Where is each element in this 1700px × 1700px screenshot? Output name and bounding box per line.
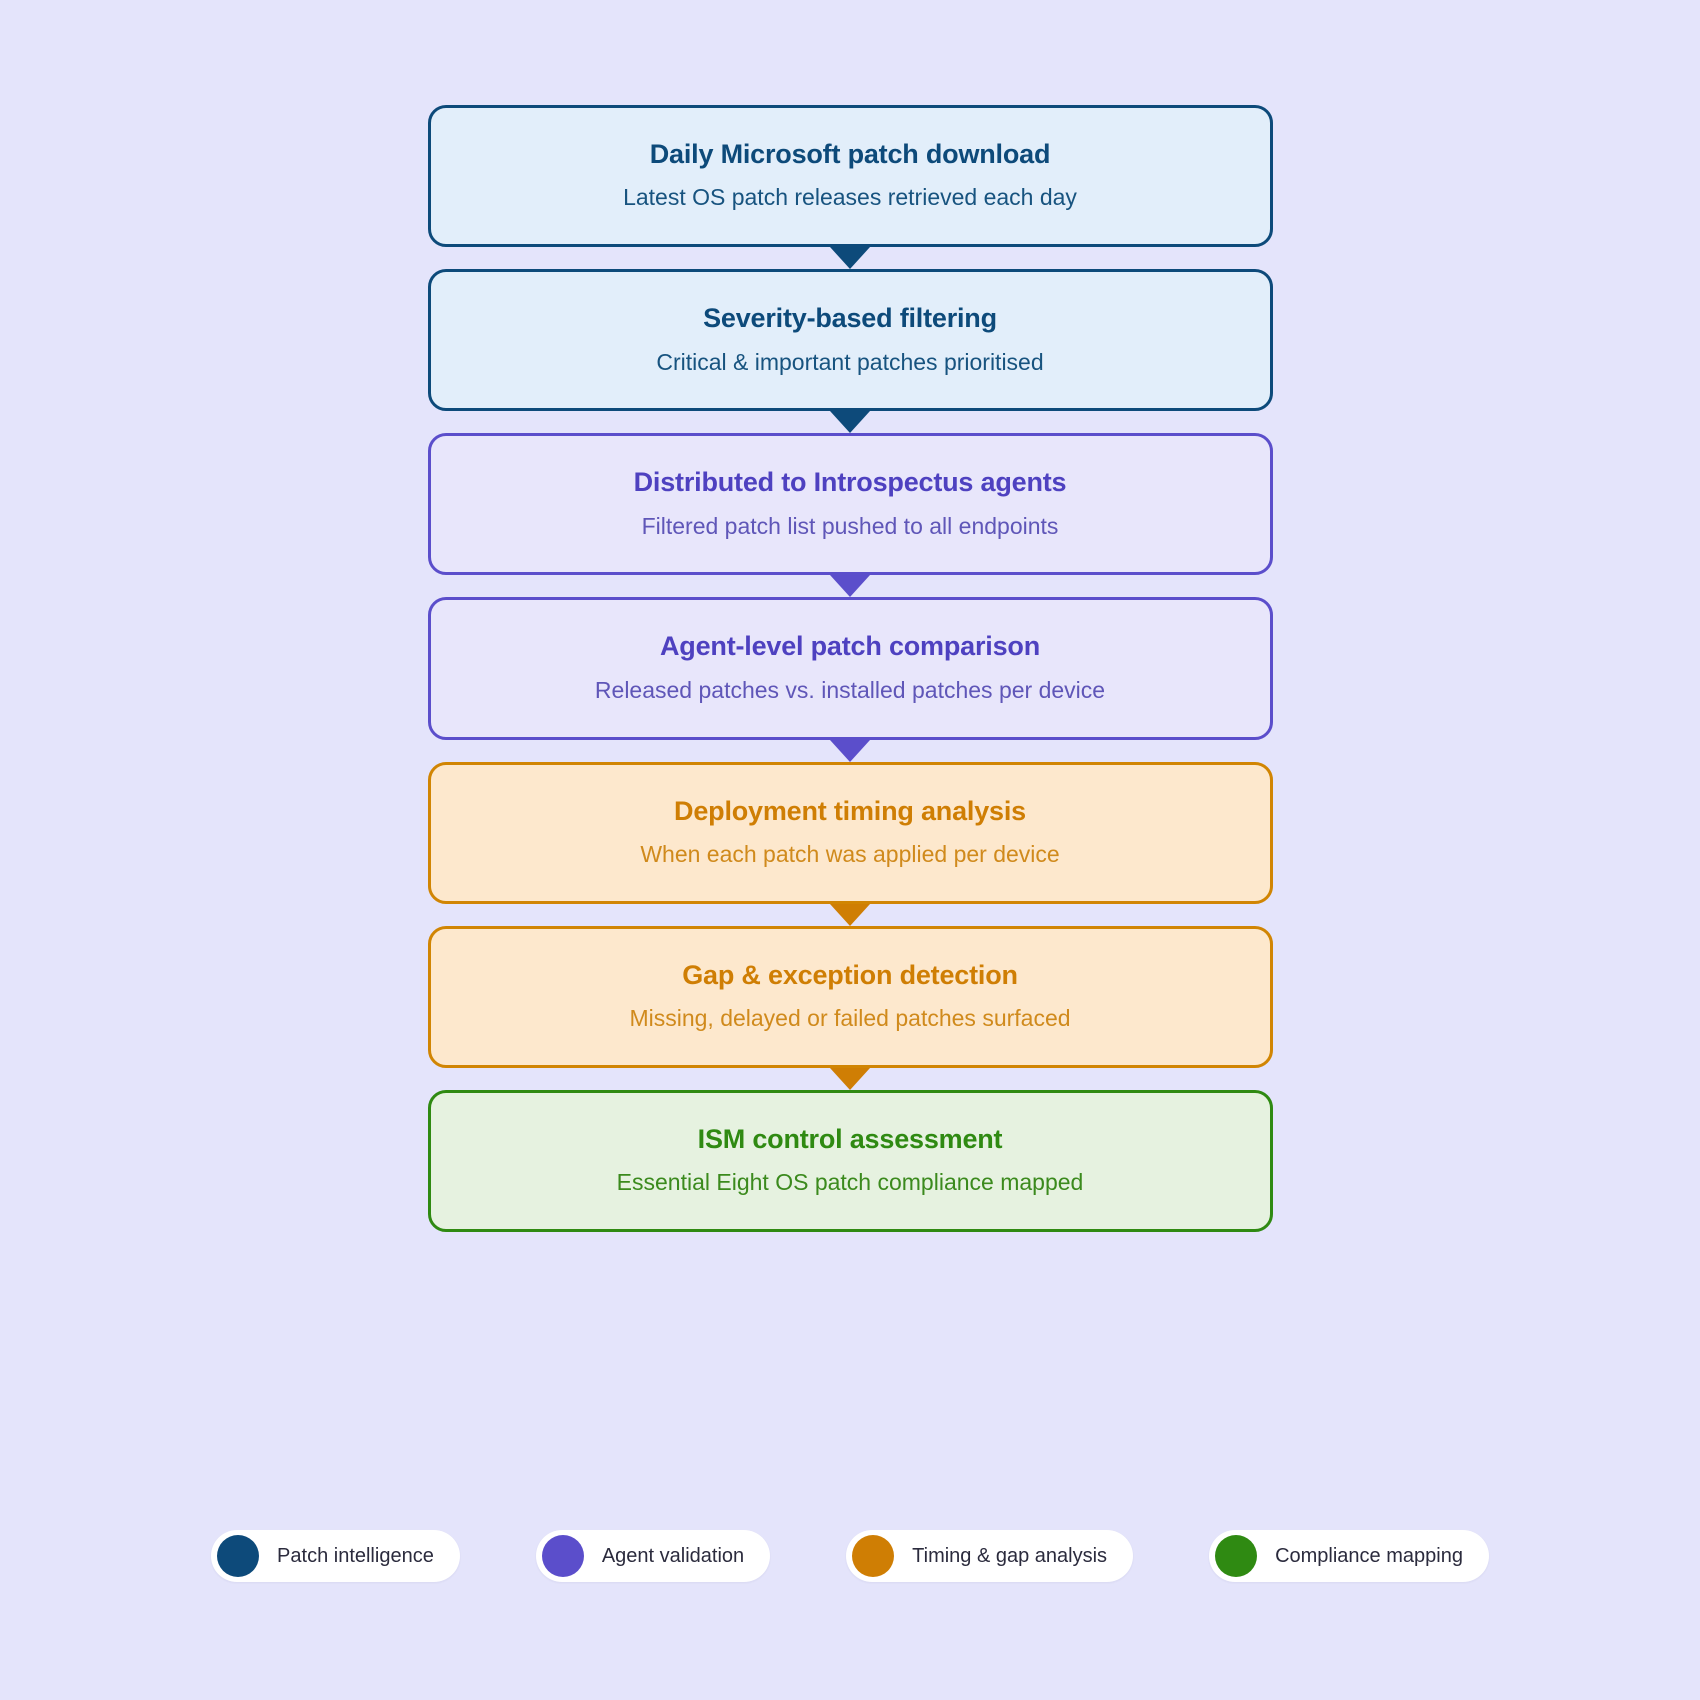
- legend-item-compliance-mapping: [1209, 1530, 1489, 1582]
- flow-step-4: [428, 597, 1273, 739]
- legend-item-agent-validation: [536, 1530, 770, 1582]
- flow-step-title: Daily Microsoft patch download: [649, 139, 1051, 169]
- flow-step-6: [428, 926, 1273, 1068]
- legend-item-patch-intelligence: [211, 1530, 460, 1582]
- arrow-down-icon: [830, 247, 870, 269]
- flow-step-title: ISM control assessment: [697, 1123, 1003, 1154]
- flow-step-1: [428, 105, 1273, 247]
- flow-step-title: Deployment timing analysis: [674, 795, 1026, 826]
- legend: [0, 1530, 1700, 1582]
- flow-step-title: Agent-level patch comparison: [660, 631, 1040, 662]
- flow-step-description: When each patch was applied per device: [640, 840, 1060, 867]
- arrow-down-icon: [830, 904, 870, 926]
- legend-item-label: Timing & gap analysis: [912, 1544, 1108, 1567]
- flow-step-2: [428, 269, 1273, 411]
- flow-step-description: Critical & important patches prioritised: [656, 348, 1044, 375]
- flow-step-7: [428, 1090, 1273, 1232]
- flow-step-title: Severity-based filtering: [703, 303, 997, 334]
- flow-step-description: Missing, delayed or failed patches surfaced: [629, 1005, 1071, 1032]
- flow-step-description: Released patches vs. installed patches per device: [594, 676, 1106, 703]
- arrow-down-icon: [830, 411, 870, 433]
- legend-item-timing-gap-analysis: [846, 1530, 1133, 1582]
- arrow-down-icon: [830, 575, 870, 597]
- legend-color-dot: [852, 1535, 894, 1577]
- flow-step-5: [428, 762, 1273, 904]
- flow-step-title: Distributed to Introspectus agents: [633, 467, 1067, 498]
- legend-color-dot: [542, 1535, 584, 1577]
- flow-step-description: Filtered patch list pushed to all endpoints: [641, 512, 1059, 539]
- arrow-down-icon: [830, 1068, 870, 1090]
- legend-item-label: Compliance mapping: [1275, 1544, 1463, 1567]
- flow-steps: [428, 105, 1273, 1232]
- legend-color-dot: [217, 1535, 259, 1577]
- arrow-down-icon: [830, 740, 870, 762]
- flow-step-description: Latest OS patch releases retrieved each day: [623, 184, 1077, 211]
- legend-color-dot: [1215, 1535, 1257, 1577]
- flow-step-title: Gap & exception detection: [682, 959, 1018, 990]
- flow-step-3: [428, 433, 1273, 575]
- legend-item-label: Agent validation: [601, 1544, 745, 1567]
- legend-item-label: Patch intelligence: [277, 1544, 434, 1567]
- flow-step-description: Essential Eight OS patch compliance mapped: [616, 1169, 1084, 1196]
